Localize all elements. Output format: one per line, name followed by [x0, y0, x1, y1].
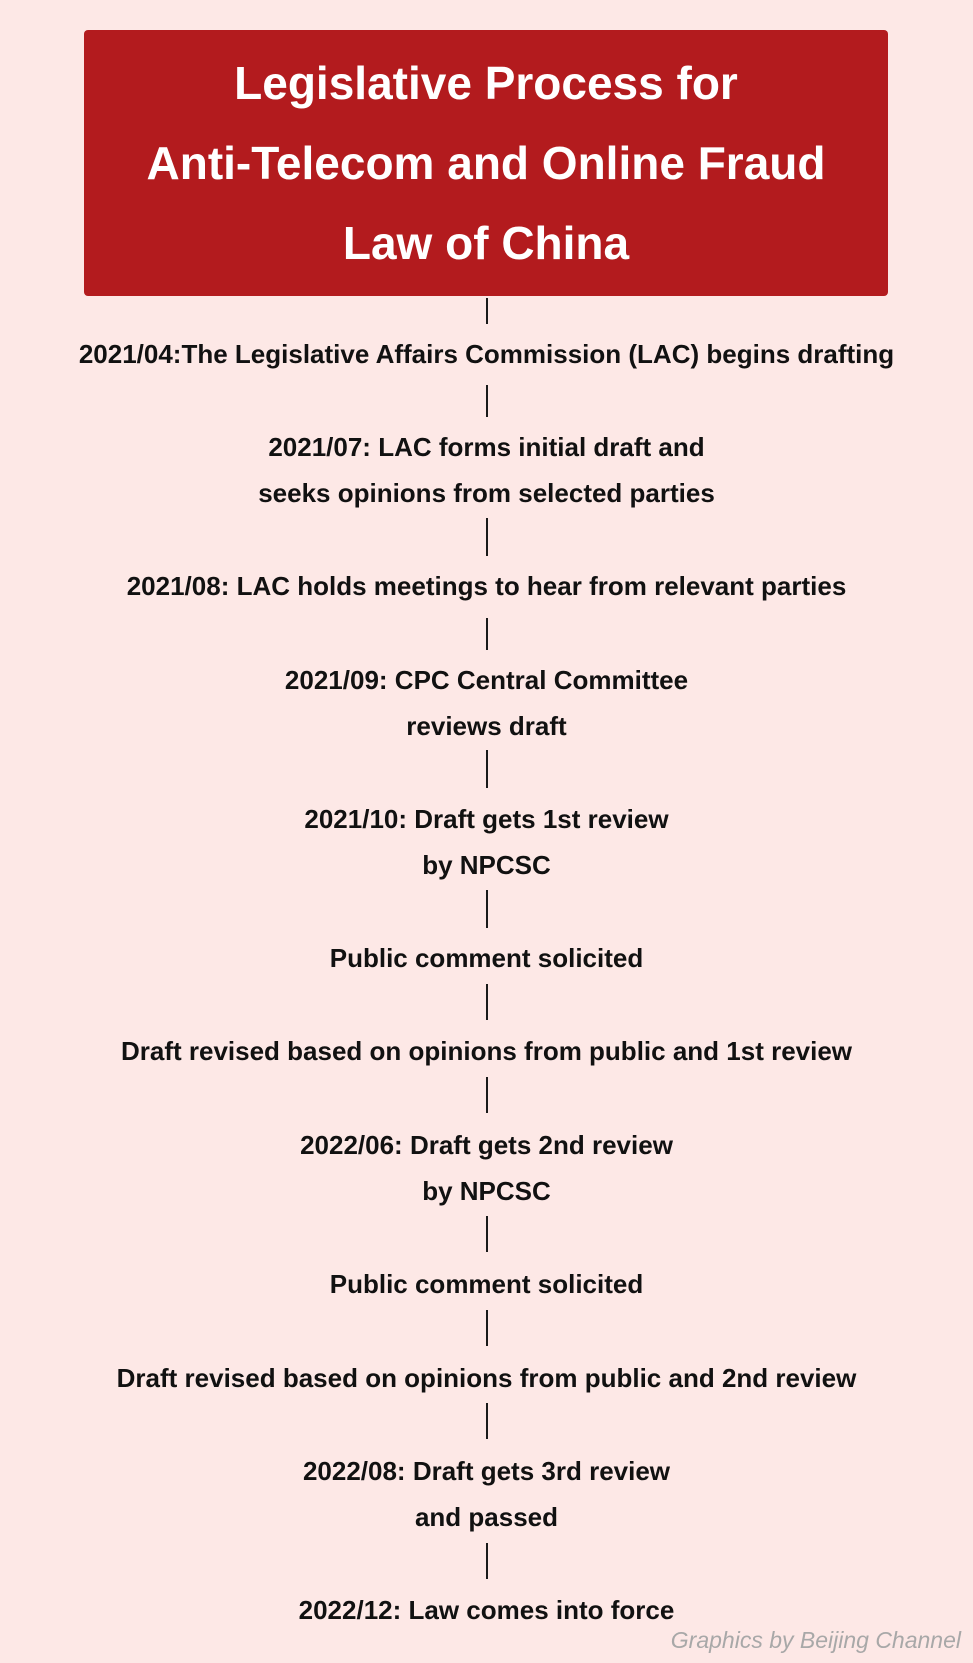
step-text: by NPCSC — [422, 1176, 551, 1206]
connector — [486, 1403, 488, 1439]
connector — [486, 385, 488, 417]
timeline-step — [0, 657, 973, 749]
step-text: 2021/10: Draft gets 1st review — [304, 804, 669, 834]
connector — [486, 1077, 488, 1113]
step-text: 2022/06: Draft gets 2nd review — [300, 1130, 673, 1160]
connector — [486, 984, 488, 1020]
connector — [486, 518, 488, 556]
step-text: and passed — [414, 1502, 559, 1532]
timeline-step — [0, 935, 973, 981]
timeline-step — [0, 331, 973, 377]
timeline-step — [0, 424, 973, 516]
step-text: 2021/04:The Legislative Affairs Commission (LAC) begins drafting — [78, 339, 895, 369]
connector — [486, 1543, 488, 1579]
step-text: Public comment solicited — [329, 1269, 644, 1299]
step-text: 2021/07: LAC forms initial draft and — [268, 432, 705, 462]
connector — [486, 1216, 488, 1252]
step-text: Public comment solicited — [329, 943, 644, 973]
step-text: reviews draft — [406, 711, 567, 741]
title-line-1: Legislative Process for — [234, 57, 738, 109]
graphics-credit: Graphics by Beijing Channel — [670, 1627, 961, 1653]
step-text: Draft revised based on opinions from public and 2nd review — [116, 1363, 857, 1393]
connector — [486, 618, 488, 650]
title-line-3: Law of China — [342, 217, 630, 269]
title-line-2: Anti-Telecom and Online Fraud — [146, 137, 826, 189]
step-text: seeks opinions from selected parties — [258, 478, 715, 508]
timeline-step — [0, 1122, 973, 1214]
step-text: 2021/09: CPC Central Committee — [284, 665, 689, 695]
connector — [486, 1310, 488, 1346]
timeline-step — [0, 1355, 973, 1401]
connector — [486, 890, 488, 928]
timeline-step — [0, 1448, 973, 1540]
step-text: 2022/12: Law comes into force — [298, 1595, 675, 1625]
connector — [486, 750, 488, 788]
timeline-step — [0, 1261, 973, 1307]
timeline-step — [0, 1028, 973, 1074]
step-text: by NPCSC — [422, 850, 551, 880]
title-banner — [84, 30, 888, 296]
step-text: Draft revised based on opinions from public and 1st review — [120, 1036, 853, 1066]
step-text: 2021/08: LAC holds meetings to hear from relevant parties — [126, 571, 847, 601]
connector — [486, 298, 488, 324]
timeline-step — [0, 796, 973, 888]
timeline-step — [0, 563, 973, 609]
step-text: 2022/08: Draft gets 3rd review — [302, 1456, 671, 1486]
